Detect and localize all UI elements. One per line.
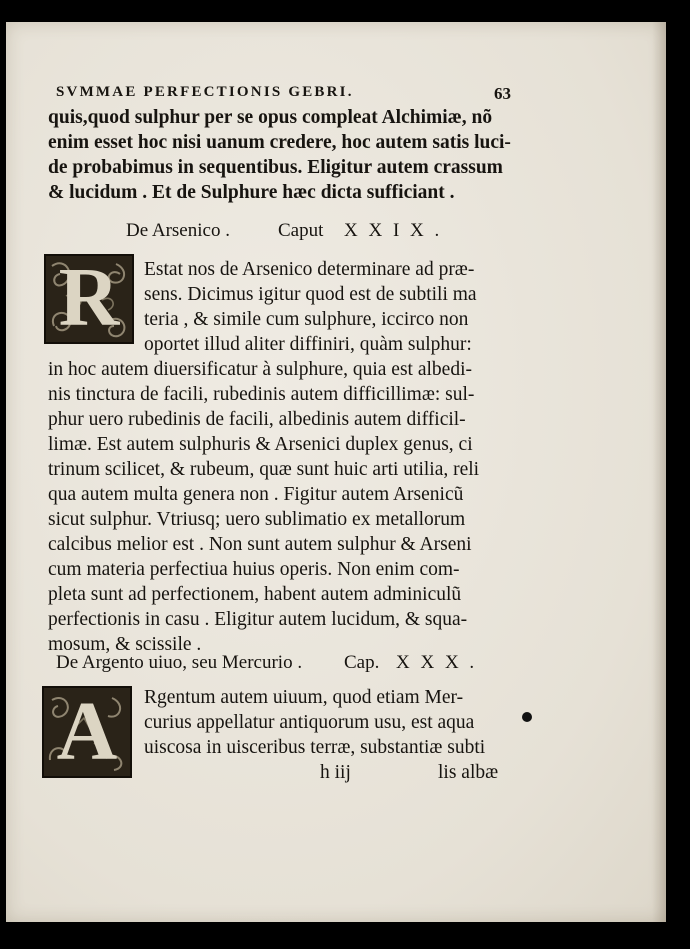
- decorated-initial-a: [42, 686, 132, 778]
- chapter-1-line-16: mosum, & scissile .: [48, 634, 202, 655]
- chapter-1-line-14: pleta sunt ad perfectionem, habent autem adminiculũ: [48, 584, 462, 605]
- chapter-1-line-6: nis tinctura de facili, rubedinis autem difficillimæ: sul-: [48, 384, 475, 405]
- chapter-1-line-1: Estat nos de Arsenico determinare ad præ-: [144, 259, 475, 280]
- running-head: SVMMAE PERFECTIONIS GEBRI.: [56, 84, 354, 100]
- chapter-1-line-4: oportet illud aliter diffiniri, quàm sulphur:: [144, 334, 472, 355]
- chapter-1-line-5: in hoc autem diuersificatur à sulphure, quia est albedi-: [48, 359, 472, 380]
- book-page: [6, 22, 666, 922]
- chapter-2-line-1: Rgentum autem uiuum, quod etiam Mer-: [144, 687, 464, 708]
- chapter-1-line-2: sens. Dicimus igitur quod est de subtili ma: [144, 284, 477, 305]
- chapter-1-line-7: phur uero rubedinis de facili, albedinis autem difficil-: [48, 409, 466, 430]
- page-gutter-shadow: [652, 22, 666, 922]
- chapter-1-line-12: calcibus melior est . Non sunt autem sulphur & Arseni: [48, 534, 472, 555]
- chapter-2-number: X X X .: [396, 652, 478, 673]
- initial-letter-r: R: [58, 254, 120, 344]
- chapter-1-line-13: cum materia perfectiua huius operis. Non enim com-: [48, 559, 460, 580]
- chapter-1-line-8: limæ. Est autem sulphuris & Arsenici duplex genus, ci: [48, 434, 473, 455]
- catchword: lis albæ: [438, 762, 499, 783]
- chapter-2-line-3: uiscosa in uisceribus terræ, substantiæ subti: [144, 737, 486, 758]
- intro-line-4: & lucidum . Et de Sulphure hæc dicta sufficiant .: [48, 182, 455, 203]
- chapter-1-number: X X I X .: [344, 220, 443, 241]
- chapter-1-line-3: teria , & simile cum sulphure, iccirco non: [144, 309, 469, 330]
- chapter-1-line-11: sicut sulphur. Vtriusq; uero sublimatio ex metallorum: [48, 509, 466, 530]
- signature-mark: h iij: [320, 762, 351, 783]
- chapter-1-line-9: trinum scilicet, & rubeum, quæ sunt huic arti utilia, reli: [48, 459, 480, 480]
- decorated-initial-r: [44, 254, 134, 344]
- intro-line-3: de probabimus in sequentibus. Eligitur autem crassum: [48, 157, 503, 178]
- chapter-2-title: De Argento uiuo, seu Mercurio .: [56, 652, 303, 673]
- folio-number: 63: [494, 84, 511, 103]
- chapter-1-title: De Arsenico .: [126, 220, 230, 241]
- initial-letter-a: A: [56, 686, 118, 778]
- intro-line-2: enim esset hoc nisi uanum credere, hoc autem satis luci-: [48, 132, 511, 153]
- chapter-2-line-2: curius appellatur antiquorum usu, est aqua: [144, 712, 475, 733]
- chapter-1-caput-label: Caput: [278, 220, 324, 241]
- chapter-2-cap-label: Cap.: [344, 652, 380, 673]
- chapter-1-line-15: perfectionis in casu . Eligitur autem lucidum, & squa-: [48, 609, 468, 630]
- ink-dot-mark: [522, 712, 532, 722]
- chapter-1-line-10: qua autem multa genera non . Figitur autem Arsenicũ: [48, 484, 464, 505]
- intro-line-1: quis,quod sulphur per se opus compleat Alchimiæ, nõ: [48, 107, 493, 128]
